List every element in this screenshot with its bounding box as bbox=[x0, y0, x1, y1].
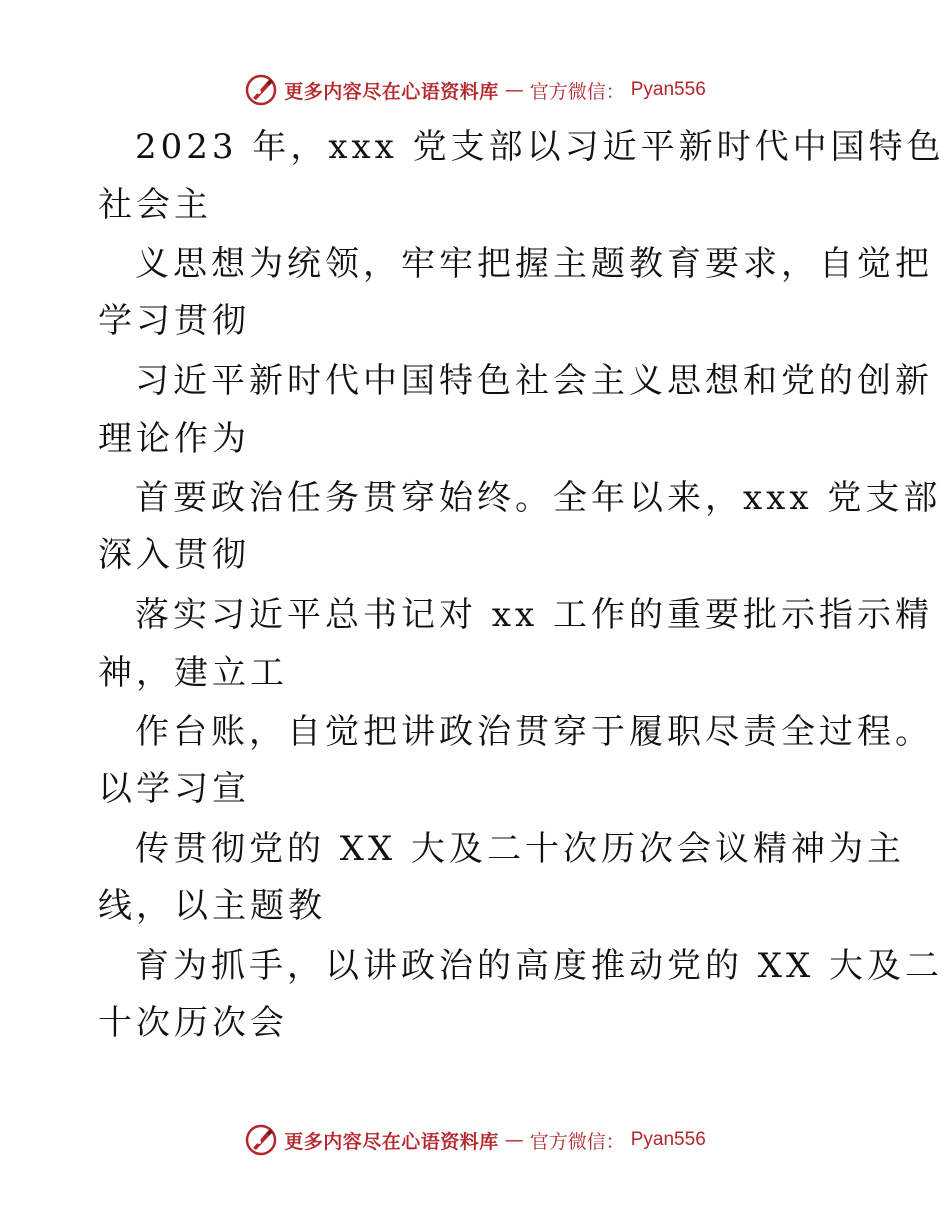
paragraph-5-line-2: 神，建立工 bbox=[98, 653, 288, 693]
paragraph-8-line-1: 育为抓手，以讲政治的高度推动党的 XX 大及二 bbox=[135, 946, 944, 986]
paragraph-4-line-2: 深入贯彻 bbox=[98, 535, 250, 575]
header-banner bbox=[0, 70, 950, 110]
paragraph-8-line-2: 十次历次会 bbox=[98, 1003, 288, 1043]
paragraph-2-line-2: 学习贯彻 bbox=[98, 301, 250, 341]
paragraph-3-line-2: 理论作为 bbox=[98, 419, 250, 459]
paragraph-6-line-1: 作台账，自觉把讲政治贯穿于履职尽责全过程。 bbox=[135, 712, 933, 752]
paragraph-2-line-1: 义思想为统领，牢牢把握主题教育要求，自觉把 bbox=[135, 244, 933, 284]
wechat-label: 官方微信： bbox=[529, 1130, 625, 1153]
footer-banner bbox=[0, 1120, 950, 1160]
paragraph-1-line-2: 社会主 bbox=[98, 185, 212, 225]
paragraph-7-line-2: 线，以主题教 bbox=[98, 886, 326, 926]
wechat-id: Pyan556 bbox=[630, 79, 706, 100]
banner-dash: — bbox=[504, 1129, 524, 1151]
banner-text: 更多内容尽在心语资料库 bbox=[284, 1130, 499, 1153]
pen-circle-logo-icon bbox=[244, 73, 278, 107]
paragraph-3-line-1: 习近平新时代中国特色社会主义思想和党的创新 bbox=[135, 361, 933, 401]
pen-circle-logo-icon bbox=[244, 1123, 278, 1157]
paragraph-5-line-1: 落实习近平总书记对 xx 工作的重要批示指示精 bbox=[135, 595, 933, 635]
paragraph-6-line-2: 以学习宣 bbox=[98, 769, 250, 809]
banner-text: 更多内容尽在心语资料库 bbox=[284, 80, 499, 103]
banner-dash: — bbox=[504, 79, 524, 101]
paragraph-4-line-1: 首要政治任务贯穿始终。全年以来，xxx 党支部 bbox=[135, 478, 942, 518]
wechat-label: 官方微信： bbox=[529, 80, 625, 103]
wechat-id: Pyan556 bbox=[630, 1129, 706, 1150]
paragraph-7-line-1: 传贯彻党的 XX 大及二十次历次会议精神为主 bbox=[135, 829, 906, 869]
paragraph-1-line-1: 2023 年，xxx 党支部以习近平新时代中国特色 bbox=[135, 127, 945, 167]
